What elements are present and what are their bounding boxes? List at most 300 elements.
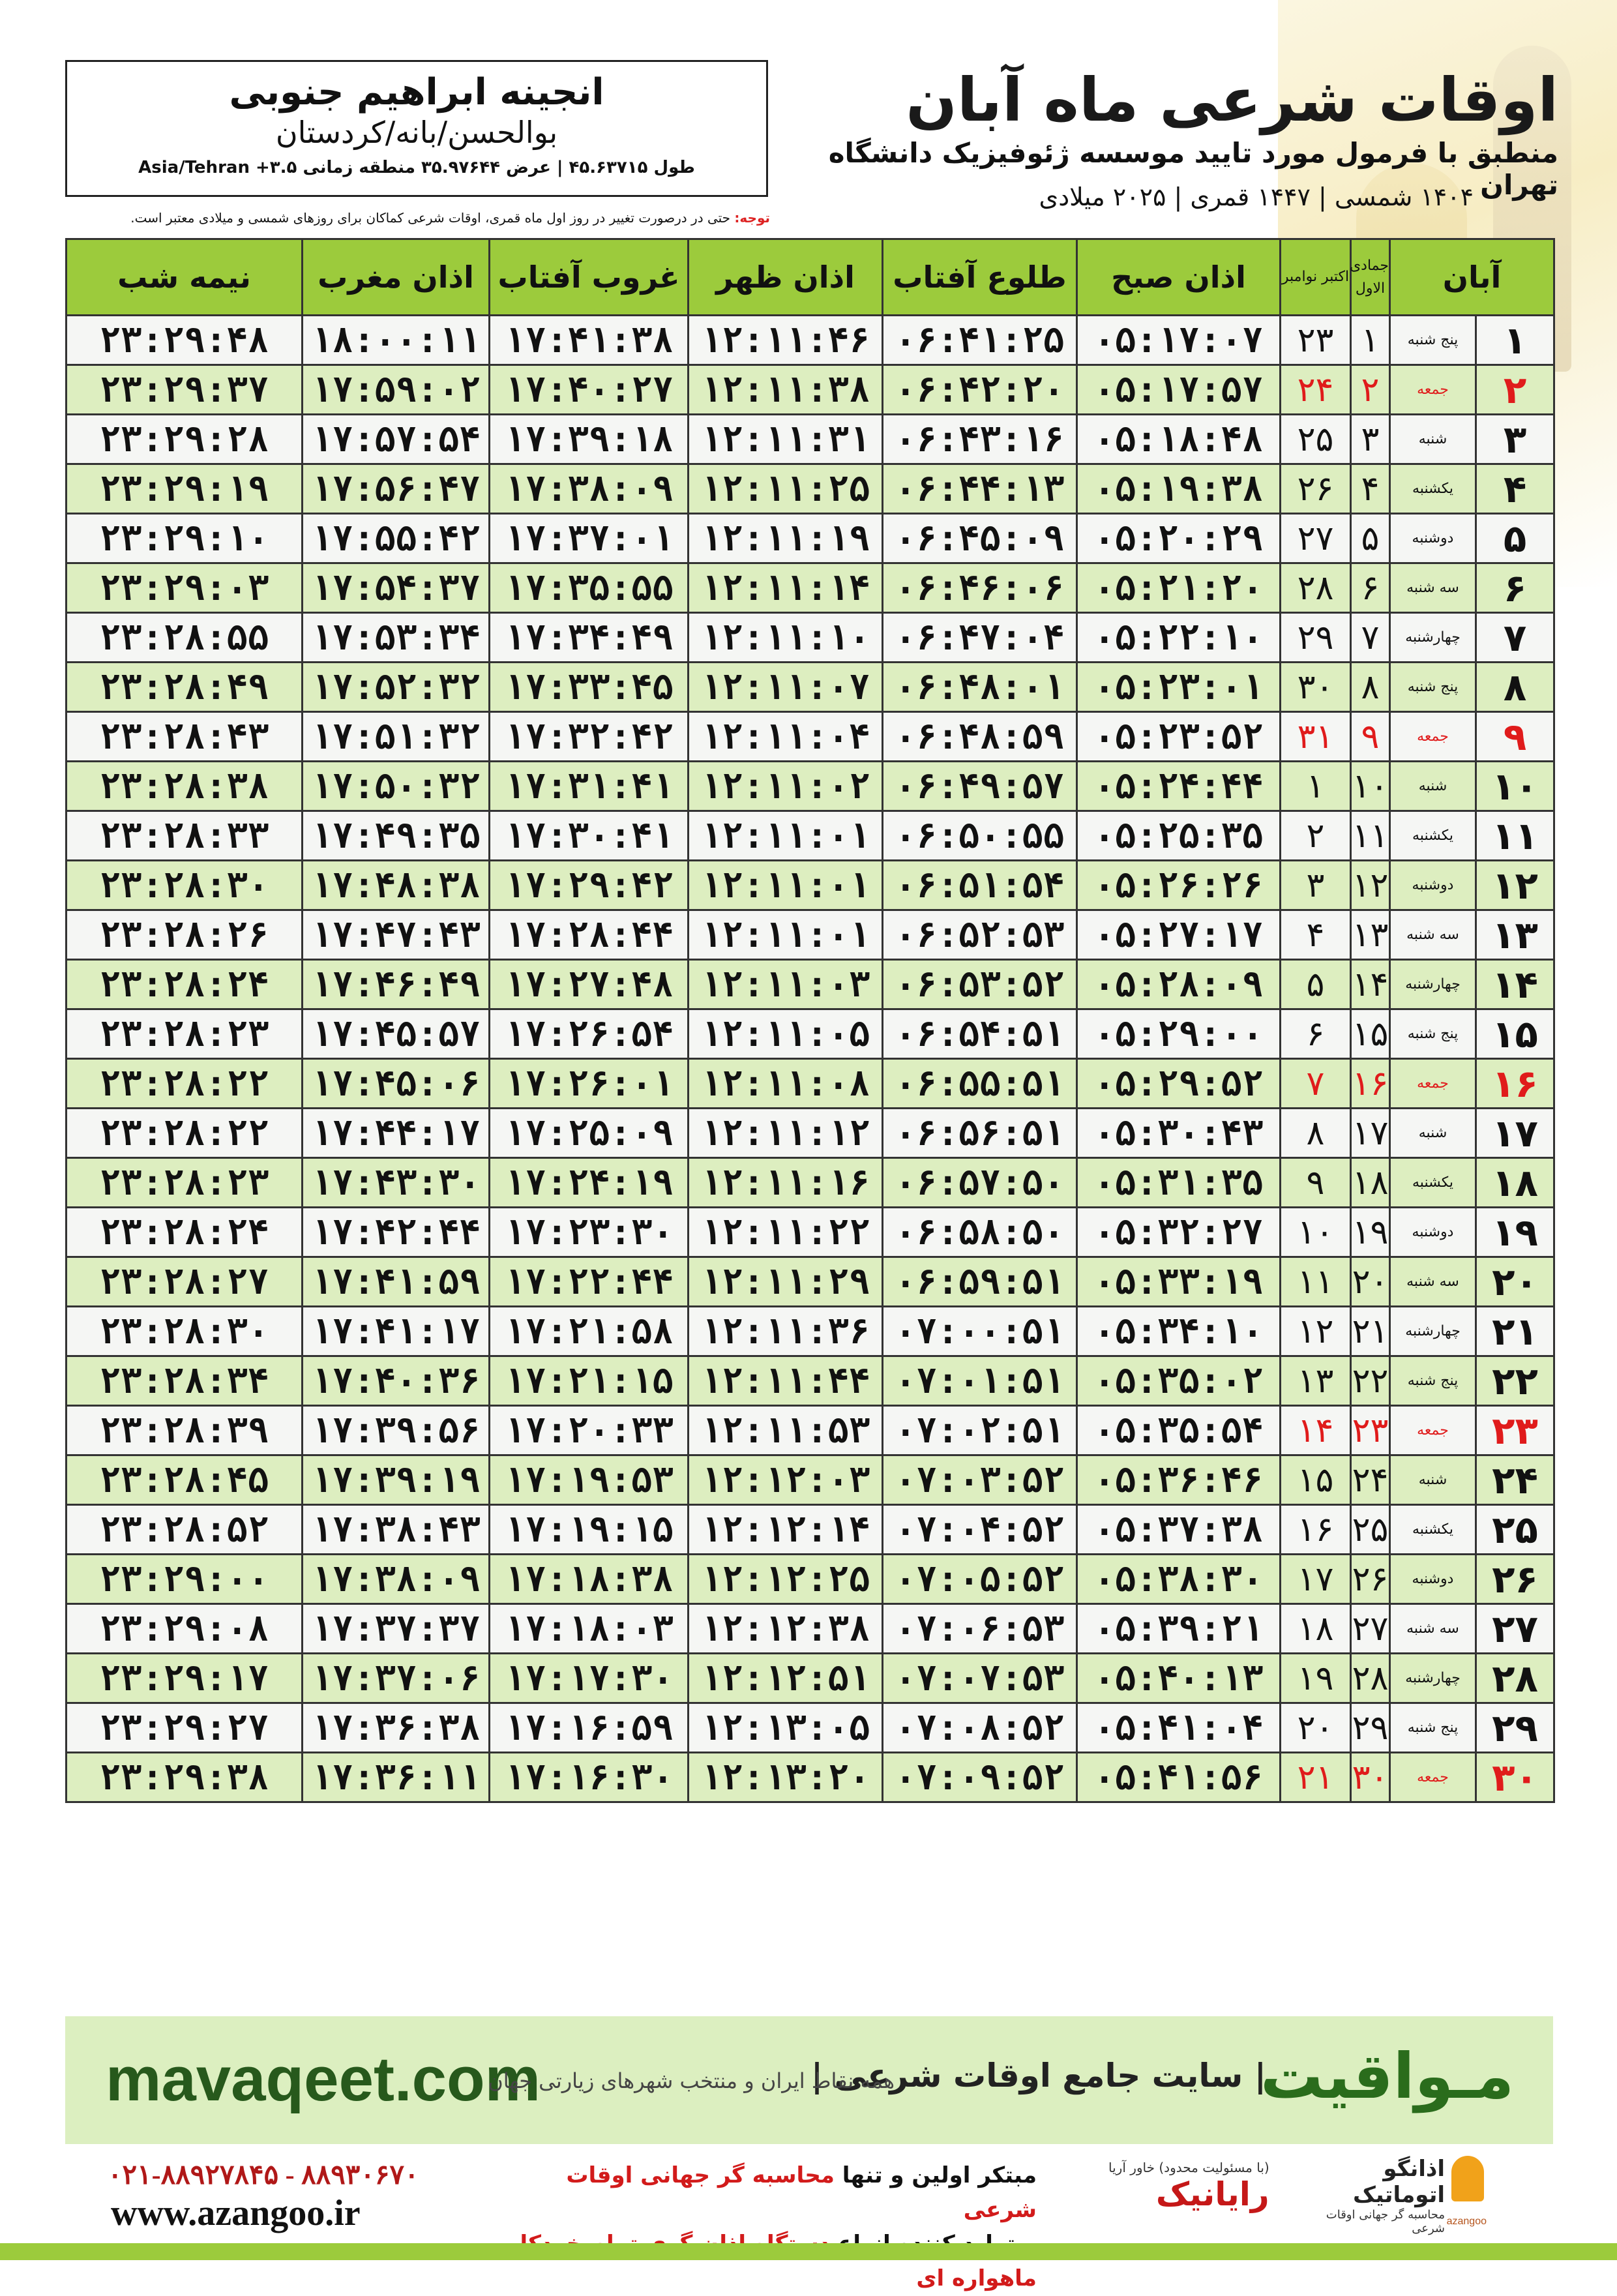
sunset-cell: ۱۷:۳۳:۴۵ [490,663,689,712]
table-row [67,1604,1554,1654]
weekday-cell: دوشنبه [1390,1555,1476,1604]
maghrib-cell: ۱۷:۳۷:۰۶ [303,1654,490,1703]
hijri-cell: ۴ [1351,464,1390,514]
fajr-cell: ۰۵:۲۶:۲۶ [1077,861,1281,910]
sunset-cell: ۱۷:۲۲:۴۴ [490,1257,689,1307]
sunrise-cell: ۰۷:۰۶:۵۳ [883,1604,1077,1654]
table-row [67,563,1554,613]
midnight-cell: ۲۳:۲۸:۳۳ [67,811,303,861]
dhuhr-cell: ۱۲:۱۱:۰۵ [689,1009,883,1059]
day-cell: ۲۲ [1476,1356,1554,1406]
dhuhr-cell: ۱۲:۱۲:۵۱ [689,1654,883,1703]
midnight-cell: ۲۳:۲۹:۰۳ [67,563,303,613]
greg-cell: ۲۸ [1281,563,1351,613]
greg-cell: ۴ [1281,910,1351,960]
location-coords: طول ۴۵.۶۳۷۱۵ | عرض ۳۵.۹۷۶۴۴ منطقه زمانی ۳.۵+ Asia/Tehran [138,158,695,177]
dhuhr-cell: ۱۲:۱۱:۱۰ [689,613,883,663]
maghrib-cell: ۱۷:۵۳:۳۴ [303,613,490,663]
day-cell: ۷ [1476,613,1554,663]
table-row [67,960,1554,1009]
day-cell: ۳۰ [1476,1753,1554,1802]
maghrib-cell: ۱۷:۵۷:۵۴ [303,415,490,464]
sunrise-cell: ۰۷:۰۷:۵۳ [883,1654,1077,1703]
midnight-cell: ۲۳:۲۸:۵۲ [67,1505,303,1555]
azangoo-logo [1291,2156,1487,2235]
table-row [67,514,1554,563]
sunset-cell: ۱۷:۲۵:۰۹ [490,1109,689,1158]
sunset-cell: ۱۷:۱۷:۳۰ [490,1654,689,1703]
col-header-midnight: نیمه شب [67,239,303,316]
hijri-cell: ۱۸ [1351,1158,1390,1208]
col-header-greg: اکتبر نوامبر [1281,239,1351,316]
midnight-cell: ۲۳:۲۹:۳۸ [67,1753,303,1802]
hijri-cell: ۹ [1351,712,1390,762]
day-cell: ۳ [1476,415,1554,464]
dhuhr-cell: ۱۲:۱۱:۳۶ [689,1307,883,1356]
weekday-cell: سه شنبه [1390,1604,1476,1654]
fajr-cell: ۰۵:۱۷:۵۷ [1077,365,1281,415]
table-row [67,910,1554,960]
sunrise-cell: ۰۶:۴۴:۱۳ [883,464,1077,514]
fajr-cell: ۰۵:۲۴:۴۴ [1077,762,1281,811]
sunrise-cell: ۰۶:۵۴:۵۱ [883,1009,1077,1059]
sunset-cell: ۱۷:۳۵:۵۵ [490,563,689,613]
col-header-sunset: غروب آفتاب [490,239,689,316]
greg-cell: ۱۵ [1281,1455,1351,1505]
maghrib-cell: ۱۷:۳۹:۵۶ [303,1406,490,1455]
table-row [67,415,1554,464]
maghrib-cell: ۱۷:۵۶:۴۷ [303,464,490,514]
notice-text: حتی در درصورت تغییر در روز اول ماه قمری، اوقات شرعی کماکان برای روزهای شمسی و میلادی معتبر است. [130,210,731,226]
sunset-cell: ۱۷:۲۳:۳۰ [490,1208,689,1257]
page-subtitle: منطبق با فرمول مورد تایید موسسه ژئوفیزیک دانشگاه تهران [828,137,1558,201]
hijri-cell: ۸ [1351,663,1390,712]
greg-cell: ۲۱ [1281,1753,1351,1802]
hijri-cell: ۲۳ [1351,1406,1390,1455]
dhuhr-cell: ۱۲:۱۲:۱۴ [689,1505,883,1555]
maghrib-cell: ۱۷:۵۵:۴۲ [303,514,490,563]
sunrise-cell: ۰۶:۴۵:۰۹ [883,514,1077,563]
table-row [67,1555,1554,1604]
sunrise-cell: ۰۶:۵۰:۵۵ [883,811,1077,861]
azangoo-name: اذانگو اتوماتیک [1352,2156,1445,2208]
banner-brand: مـواقیت [1260,2040,1514,2113]
weekday-cell: چهارشنبه [1390,1307,1476,1356]
day-cell: ۲۷ [1476,1604,1554,1654]
weekday-cell: یکشنبه [1390,464,1476,514]
midnight-cell: ۲۳:۲۹:۴۸ [67,316,303,365]
greg-cell: ۹ [1281,1158,1351,1208]
hijri-cell: ۱۵ [1351,1009,1390,1059]
maghrib-cell: ۱۷:۴۶:۴۹ [303,960,490,1009]
maghrib-cell: ۱۷:۵۹:۰۲ [303,365,490,415]
fajr-cell: ۰۵:۱۸:۴۸ [1077,415,1281,464]
fajr-cell: ۰۵:۲۸:۰۹ [1077,960,1281,1009]
day-cell: ۲۱ [1476,1307,1554,1356]
dhuhr-cell: ۱۲:۱۱:۰۴ [689,712,883,762]
notice [63,210,770,226]
hijri-cell: ۲۸ [1351,1654,1390,1703]
sunrise-cell: ۰۷:۰۴:۵۲ [883,1505,1077,1555]
greg-cell: ۲ [1281,811,1351,861]
dhuhr-cell: ۱۲:۱۱:۵۳ [689,1406,883,1455]
dhuhr-cell: ۱۲:۱۲:۳۸ [689,1604,883,1654]
hijri-cell: ۱۲ [1351,861,1390,910]
midnight-cell: ۲۳:۲۸:۲۴ [67,1208,303,1257]
greg-cell: ۳۱ [1281,712,1351,762]
greg-cell: ۲۷ [1281,514,1351,563]
fajr-cell: ۰۵:۲۲:۱۰ [1077,613,1281,663]
midnight-cell: ۲۳:۲۸:۳۸ [67,762,303,811]
greg-cell: ۳ [1281,861,1351,910]
maghrib-cell: ۱۷:۴۵:۰۶ [303,1059,490,1109]
greg-cell: ۱۱ [1281,1257,1351,1307]
col-header-sunrise: طلوع آفتاب [883,239,1077,316]
weekday-cell: چهارشنبه [1390,1654,1476,1703]
greg-cell: ۳۰ [1281,663,1351,712]
sunset-cell: ۱۷:۴۰:۲۷ [490,365,689,415]
midnight-cell: ۲۳:۲۸:۵۵ [67,613,303,663]
weekday-cell: چهارشنبه [1390,613,1476,663]
sunrise-cell: ۰۶:۴۳:۱۶ [883,415,1077,464]
day-cell: ۲۵ [1476,1505,1554,1555]
greg-cell: ۲۶ [1281,464,1351,514]
weekday-cell: چهارشنبه [1390,960,1476,1009]
sunset-cell: ۱۷:۱۸:۳۸ [490,1555,689,1604]
weekday-cell: دوشنبه [1390,861,1476,910]
hijri-cell: ۷ [1351,613,1390,663]
day-cell: ۱۲ [1476,861,1554,910]
midnight-cell: ۲۳:۲۸:۴۳ [67,712,303,762]
weekday-cell: دوشنبه [1390,514,1476,563]
hijri-cell: ۱۱ [1351,811,1390,861]
weekday-cell: پنج شنبه [1390,316,1476,365]
day-cell: ۲۳ [1476,1406,1554,1455]
day-cell: ۱۰ [1476,762,1554,811]
table-row [67,762,1554,811]
day-cell: ۱۴ [1476,960,1554,1009]
dhuhr-cell: ۱۲:۱۳:۲۰ [689,1753,883,1802]
midnight-cell: ۲۳:۲۹:۲۷ [67,1703,303,1753]
fajr-cell: ۰۵:۴۱:۵۶ [1077,1753,1281,1802]
weekday-cell: جمعه [1390,712,1476,762]
hijri-cell: ۲ [1351,365,1390,415]
desc-line1-red: محاسبه گر جهانی اوقات شرعی [566,2162,1037,2223]
footer-website[interactable]: www.azangoo.ir [111,2193,361,2233]
dhuhr-cell: ۱۲:۱۲:۲۵ [689,1555,883,1604]
greg-cell: ۲۳ [1281,316,1351,365]
rayanik-name: رایانیک [1155,2175,1269,2213]
table-row [67,1505,1554,1555]
sunset-cell: ۱۷:۲۱:۵۸ [490,1307,689,1356]
sunset-cell: ۱۷:۲۱:۱۵ [490,1356,689,1406]
azangoo-latin: azangoo [1446,2216,1487,2227]
year-line: ۱۴۰۴ شمسی | ۱۴۴۷ قمری | ۲۰۲۵ میلادی [1039,183,1474,211]
dhuhr-cell: ۱۲:۱۱:۴۴ [689,1356,883,1406]
bottom-bar [0,2243,1617,2260]
midnight-cell: ۲۳:۲۸:۲۶ [67,910,303,960]
sunrise-cell: ۰۶:۴۲:۲۰ [883,365,1077,415]
weekday-cell: سه شنبه [1390,1257,1476,1307]
dhuhr-cell: ۱۲:۱۱:۰۱ [689,811,883,861]
table-row [67,365,1554,415]
dhuhr-cell: ۱۲:۱۱:۱۴ [689,563,883,613]
table-row [67,811,1554,861]
weekday-cell: شنبه [1390,762,1476,811]
table-row [67,1703,1554,1753]
midnight-cell: ۲۳:۲۸:۲۲ [67,1059,303,1109]
maghrib-cell: ۱۷:۴۱:۵۹ [303,1257,490,1307]
weekday-cell: جمعه [1390,1059,1476,1109]
hijri-cell: ۱۳ [1351,910,1390,960]
dhuhr-cell: ۱۲:۱۱:۴۶ [689,316,883,365]
sunset-cell: ۱۷:۳۰:۴۱ [490,811,689,861]
sunrise-cell: ۰۷:۰۳:۵۲ [883,1455,1077,1505]
sunrise-cell: ۰۷:۰۱:۵۱ [883,1356,1077,1406]
dhuhr-cell: ۱۲:۱۳:۰۵ [689,1703,883,1753]
sunrise-cell: ۰۶:۵۶:۵۱ [883,1109,1077,1158]
fajr-cell: ۰۵:۳۳:۱۹ [1077,1257,1281,1307]
location-box [65,60,768,197]
sunrise-cell: ۰۶:۴۱:۲۵ [883,316,1077,365]
weekday-cell: پنج شنبه [1390,1356,1476,1406]
weekday-cell: سه شنبه [1390,563,1476,613]
day-cell: ۱۵ [1476,1009,1554,1059]
table-row [67,1654,1554,1703]
sunset-cell: ۱۷:۳۱:۴۱ [490,762,689,811]
midnight-cell: ۲۳:۲۹:۱۷ [67,1654,303,1703]
table-row [67,1009,1554,1059]
maghrib-cell: ۱۷:۳۹:۱۹ [303,1455,490,1505]
maghrib-cell: ۱۷:۴۱:۱۷ [303,1307,490,1356]
greg-cell: ۸ [1281,1109,1351,1158]
fajr-cell: ۰۵:۳۱:۳۵ [1077,1158,1281,1208]
azangoo-sub: محاسبه گر جهانی اوقات شرعی [1326,2208,1445,2235]
col-header-maghrib: اذان مغرب [303,239,490,316]
maghrib-cell: ۱۷:۴۵:۵۷ [303,1009,490,1059]
table-header-row [67,239,1554,316]
fajr-cell: ۰۵:۳۶:۴۶ [1077,1455,1281,1505]
rayanik-small: (با مسئولیت محدود) خاور آریا [1108,2160,1269,2175]
maghrib-cell: ۱۷:۵۰:۳۲ [303,762,490,811]
weekday-cell: پنج شنبه [1390,1703,1476,1753]
day-cell: ۲۸ [1476,1654,1554,1703]
dhuhr-cell: ۱۲:۱۱:۳۱ [689,415,883,464]
table-row [67,712,1554,762]
day-cell: ۲ [1476,365,1554,415]
greg-cell: ۱۴ [1281,1406,1351,1455]
weekday-cell: شنبه [1390,1455,1476,1505]
notice-label: توجه: [734,210,770,226]
table-row [67,613,1554,663]
dhuhr-cell: ۱۲:۱۱:۲۹ [689,1257,883,1307]
maghrib-cell: ۱۷:۳۶:۳۸ [303,1703,490,1753]
sunrise-cell: ۰۷:۰۹:۵۲ [883,1753,1077,1802]
hijri-cell: ۲۲ [1351,1356,1390,1406]
table-row [67,1158,1554,1208]
sunset-cell: ۱۷:۲۸:۴۴ [490,910,689,960]
sunrise-cell: ۰۶:۵۷:۵۰ [883,1158,1077,1208]
table-row [67,316,1554,365]
fajr-cell: ۰۵:۳۸:۳۰ [1077,1555,1281,1604]
midnight-cell: ۲۳:۲۹:۲۸ [67,415,303,464]
rayanik-logo [1108,2160,1269,2213]
midnight-cell: ۲۳:۲۸:۳۴ [67,1356,303,1406]
sunset-cell: ۱۷:۴۱:۳۸ [490,316,689,365]
fajr-cell: ۰۵:۲۳:۰۱ [1077,663,1281,712]
weekday-cell: یکشنبه [1390,1505,1476,1555]
greg-cell: ۱۹ [1281,1654,1351,1703]
dhuhr-cell: ۱۲:۱۱:۰۱ [689,861,883,910]
table-row [67,663,1554,712]
day-cell: ۱ [1476,316,1554,365]
day-cell: ۲۹ [1476,1703,1554,1753]
sunrise-cell: ۰۶:۴۹:۵۷ [883,762,1077,811]
day-cell: ۱۸ [1476,1158,1554,1208]
day-cell: ۱۹ [1476,1208,1554,1257]
greg-cell: ۱۶ [1281,1505,1351,1555]
maghrib-cell: ۱۷:۵۲:۳۲ [303,663,490,712]
hijri-cell: ۲۶ [1351,1555,1390,1604]
hijri-cell: ۳ [1351,415,1390,464]
table-row [67,1059,1554,1109]
sunset-cell: ۱۷:۱۶:۳۰ [490,1753,689,1802]
sunset-cell: ۱۷:۳۹:۱۸ [490,415,689,464]
midnight-cell: ۲۳:۲۹:۱۹ [67,464,303,514]
weekday-cell: جمعه [1390,1406,1476,1455]
dhuhr-cell: ۱۲:۱۱:۰۱ [689,910,883,960]
midnight-cell: ۲۳:۲۸:۴۵ [67,1455,303,1505]
midnight-cell: ۲۳:۲۸:۲۳ [67,1009,303,1059]
day-cell: ۲۴ [1476,1455,1554,1505]
day-cell: ۵ [1476,514,1554,563]
greg-cell: ۷ [1281,1059,1351,1109]
sunset-cell: ۱۷:۱۸:۰۳ [490,1604,689,1654]
fajr-cell: ۰۵:۳۰:۴۳ [1077,1109,1281,1158]
table-row [67,1307,1554,1356]
table-row [67,1455,1554,1505]
table-row [67,1753,1554,1802]
greg-cell: ۱۳ [1281,1356,1351,1406]
sunrise-cell: ۰۶:۵۳:۵۲ [883,960,1077,1009]
greg-cell: ۲۵ [1281,415,1351,464]
day-cell: ۱۱ [1476,811,1554,861]
table-row [67,1257,1554,1307]
maghrib-cell: ۱۷:۴۷:۴۳ [303,910,490,960]
hijri-cell: ۱ [1351,316,1390,365]
fajr-cell: ۰۵:۳۵:۵۴ [1077,1406,1281,1455]
fajr-cell: ۰۵:۲۹:۵۲ [1077,1059,1281,1109]
midnight-cell: ۲۳:۲۹:۰۸ [67,1604,303,1654]
hijri-cell: ۲۹ [1351,1703,1390,1753]
sunrise-cell: ۰۶:۴۶:۰۶ [883,563,1077,613]
hijri-cell: ۱۶ [1351,1059,1390,1109]
hijri-cell: ۲۱ [1351,1307,1390,1356]
hijri-cell: ۲۰ [1351,1257,1390,1307]
fajr-cell: ۰۵:۳۴:۱۰ [1077,1307,1281,1356]
hijri-cell: ۱۹ [1351,1208,1390,1257]
maghrib-cell: ۱۷:۴۳:۳۰ [303,1158,490,1208]
location-region: بوالحسن/بانه/کردستان [275,115,558,150]
maghrib-cell: ۱۷:۴۰:۳۶ [303,1356,490,1406]
footer-description [489,2158,1037,2296]
dhuhr-cell: ۱۲:۱۱:۲۲ [689,1208,883,1257]
col-header-day: آبان [1390,239,1554,316]
hijri-cell: ۳۰ [1351,1753,1390,1802]
day-cell: ۴ [1476,464,1554,514]
hijri-cell: ۲۴ [1351,1455,1390,1505]
fajr-cell: ۰۵:۲۵:۳۵ [1077,811,1281,861]
maghrib-cell: ۱۷:۵۴:۳۷ [303,563,490,613]
fajr-cell: ۰۵:۳۲:۲۷ [1077,1208,1281,1257]
table-row [67,1406,1554,1455]
day-cell: ۱۷ [1476,1109,1554,1158]
weekday-cell: جمعه [1390,1753,1476,1802]
dhuhr-cell: ۱۲:۱۲:۰۳ [689,1455,883,1505]
col-header-dhuhr: اذان ظهر [689,239,883,316]
midnight-cell: ۲۳:۲۸:۳۹ [67,1406,303,1455]
fajr-cell: ۰۵:۱۷:۰۷ [1077,316,1281,365]
dhuhr-cell: ۱۲:۱۱:۰۳ [689,960,883,1009]
sunset-cell: ۱۷:۲۴:۱۹ [490,1158,689,1208]
azangoo-mark-icon [1451,2156,1484,2201]
weekday-cell: شنبه [1390,1109,1476,1158]
sunrise-cell: ۰۶:۵۵:۵۱ [883,1059,1077,1109]
greg-cell: ۲۴ [1281,365,1351,415]
fajr-cell: ۰۵:۲۳:۵۲ [1077,712,1281,762]
sunset-cell: ۱۷:۳۲:۴۲ [490,712,689,762]
sunset-cell: ۱۷:۱۶:۵۹ [490,1703,689,1753]
sunrise-cell: ۰۶:۵۱:۵۴ [883,861,1077,910]
dhuhr-cell: ۱۲:۱۱:۱۹ [689,514,883,563]
banner-url[interactable]: mavaqeet.com [106,2044,541,2114]
maghrib-cell: ۱۷:۴۹:۳۵ [303,811,490,861]
footer-phone: ۰۲۱-۸۸۹۲۷۸۴۵ - ۸۸۹۳۰۶۷۰ [108,2160,419,2190]
dhuhr-cell: ۱۲:۱۱:۱۲ [689,1109,883,1158]
weekday-cell: جمعه [1390,365,1476,415]
hijri-cell: ۲۷ [1351,1604,1390,1654]
midnight-cell: ۲۳:۲۸:۲۳ [67,1158,303,1208]
table-row [67,861,1554,910]
fajr-cell: ۰۵:۲۰:۲۹ [1077,514,1281,563]
sunrise-cell: ۰۶:۴۸:۰۱ [883,663,1077,712]
greg-cell: ۱۰ [1281,1208,1351,1257]
midnight-cell: ۲۳:۲۹:۳۷ [67,365,303,415]
hijri-cell: ۱۰ [1351,762,1390,811]
weekday-cell: سه شنبه [1390,910,1476,960]
greg-cell: ۱۲ [1281,1307,1351,1356]
weekday-cell: پنج شنبه [1390,663,1476,712]
weekday-cell: یکشنبه [1390,811,1476,861]
dhuhr-cell: ۱۲:۱۱:۱۶ [689,1158,883,1208]
sunrise-cell: ۰۶:۴۸:۵۹ [883,712,1077,762]
desc-line2-red: ماهواره ای [916,2265,1037,2292]
day-cell: ۲۶ [1476,1555,1554,1604]
col-header-hijri: جمادی الاول [1351,239,1390,316]
greg-cell: ۲۰ [1281,1703,1351,1753]
fajr-cell: ۰۵:۲۹:۰۰ [1077,1009,1281,1059]
maghrib-cell: ۱۷:۳۷:۳۷ [303,1604,490,1654]
day-cell: ۹ [1476,712,1554,762]
mavaqeet-banner [65,2016,1553,2144]
hijri-cell: ۶ [1351,563,1390,613]
sunset-cell: ۱۷:۳۴:۴۹ [490,613,689,663]
dhuhr-cell: ۱۲:۱۱:۲۵ [689,464,883,514]
sunset-cell: ۱۷:۳۸:۰۹ [490,464,689,514]
greg-cell: ۱ [1281,762,1351,811]
dhuhr-cell: ۱۲:۱۱:۳۸ [689,365,883,415]
sunrise-cell: ۰۶:۴۷:۰۴ [883,613,1077,663]
